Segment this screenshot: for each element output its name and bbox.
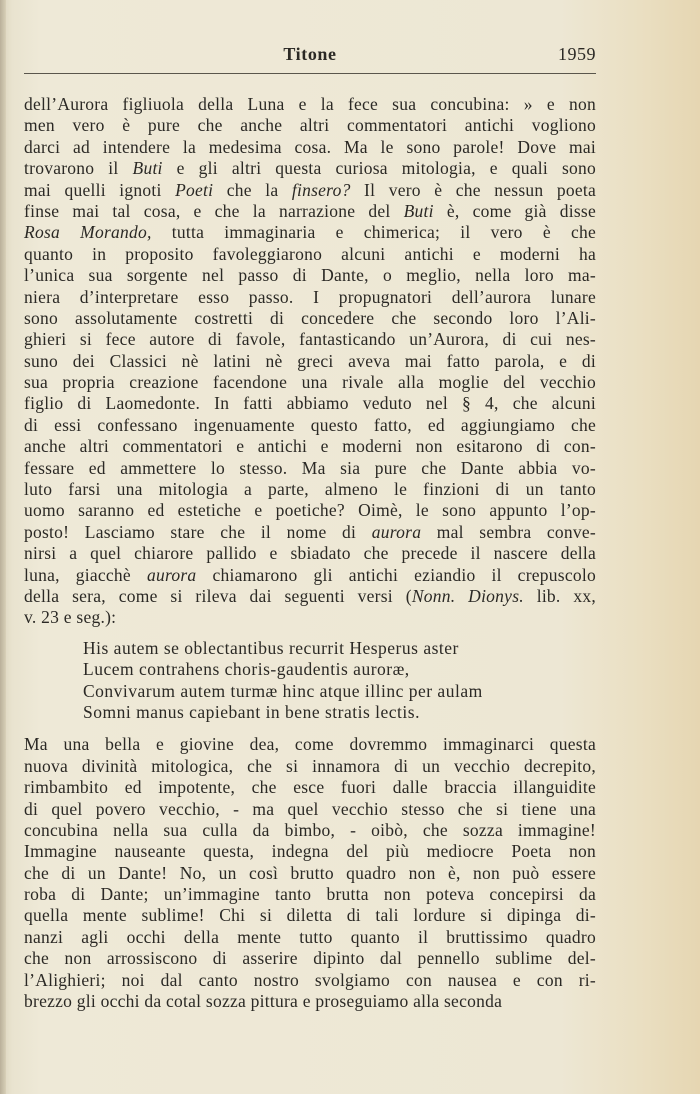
text-line: ghieri si fece autore di favole, fantasticando un’Aurora, di cui nes- — [24, 329, 596, 350]
text-line: rimbambito ed impotente, che esce fuori dalle braccia illanguidite — [24, 777, 596, 798]
text-line: finse mai tal cosa, e che la narrazione del Buti è, come già disse — [24, 200, 597, 221]
text-line: posto! Lasciamo stare che il nome di aurora mal sembra conve- — [24, 521, 597, 542]
text-line: dell’Aurora figliuola della Luna e la fece sua concubina: » e non — [24, 94, 596, 114]
text-line: della sera, come si rileva dai seguenti versi (Nonn. Dionys. lib. xx, — [24, 585, 597, 606]
verse-quotation — [83, 638, 596, 724]
page-edge-shadow — [0, 0, 6, 1094]
text-line: brezzo gli occhi da cotal sozza pittura e proseguiamo alla seconda — [24, 991, 503, 1012]
italic-text: Buti — [403, 200, 434, 221]
body-text — [24, 94, 596, 1012]
text-line: mai quelli ignoti Poeti che la finsero? Il vero è che nessun poeta — [24, 179, 597, 200]
header-rule — [24, 73, 596, 74]
text-line: nuova divinità mitologica, che si innamora di un vecchio decrepito, — [24, 755, 596, 776]
text-line: sua propria creazione facendone una rivale alla moglie del vecchio — [24, 372, 596, 393]
italic-text: finsero? — [291, 179, 351, 200]
text-line: roba di Dante; un’immagine tanto brutta non poteva concepirsi da — [24, 884, 596, 905]
text-line: darci ad intendere la medesima cosa. Ma le sono parole! Dove mai — [24, 136, 596, 157]
text-line: uomo saranno ed estetiche e poetiche? Oimè, le sono appunto l’op- — [24, 500, 596, 521]
text-line: Ma una bella e giovine dea, come dovremmo immaginarci questa — [24, 734, 596, 755]
italic-text: Buti — [132, 158, 163, 179]
verse-line: Convivarum autem turmæ hinc atque illinc per aulam — [83, 680, 483, 701]
text-line: sono assolutamente costretti di concedere che secondo loro l’Ali- — [24, 307, 596, 328]
italic-text: aurora — [371, 521, 422, 542]
text-line: l’unica sua sorgente nel passo di Dante, o meglio, nella loro ma- — [24, 265, 596, 286]
text-line: luto farsi una mitologia a parte, almeno le finzioni di un tanto — [24, 479, 596, 500]
text-line: nirsi a quel chiarore pallido e sbiadato che precede il nascere della — [24, 543, 596, 564]
text-line: niera d’interpretare esso passo. I propugnatori dell’aurora lunare — [24, 286, 596, 307]
text-line: Immagine nauseante questa, indegna del più mediocre Poeta non — [24, 841, 596, 862]
running-title: Titone — [283, 44, 337, 64]
page-number: 1959 — [558, 44, 596, 64]
italic-text: aurora — [146, 564, 197, 585]
text-line: figlio di Laomedonte. In fatti abbiamo veduto nel § 4, che alcuni — [24, 393, 596, 414]
text-line: trovarono il Buti e gli altri questa curiosa mitologia, e quali sono — [24, 158, 597, 179]
text-line: l’Alighieri; noi dal canto nostro svolgiamo con nausea e con ri- — [24, 969, 596, 990]
text-line: di quel povero vecchio, - ma quel vecchio stesso che si tiene una — [24, 798, 596, 819]
paragraph — [24, 734, 596, 1012]
verse-line: His autem se oblectantibus recurrit Hesperus aster — [83, 637, 459, 658]
verse-line: Lucem contrahens choris-gaudentis auroræ, — [83, 659, 410, 680]
text-line: suno dei Classici nè latini nè greci aveva mai fatto parola, e di — [24, 350, 596, 371]
italic-text: Rosa Morando, — [24, 222, 152, 243]
italic-text: Nonn. Dionys. — [411, 585, 524, 606]
text-line: che non arrossiscono di asserire dipinto dal pennello sublime del- — [24, 948, 596, 969]
text-line: anche altri commentatori e antichi e moderni non esitarono di con- — [24, 436, 596, 457]
text-line: che di un Dante! No, un così brutto quadro non è, non può essere — [24, 862, 596, 883]
text-line: concubina nella sua culla da bimbo, - oibò, che sozza immagine! — [24, 819, 596, 840]
italic-text: Poeti — [175, 179, 214, 200]
text-line: Rosa Morando, tutta immaginaria e chimerica; il vero è che — [24, 222, 597, 243]
running-header — [24, 44, 596, 70]
text-line: di essi confessano ingenuamente questo fatto, ed aggiungiamo che — [24, 414, 596, 435]
text-line: men vero è pure che anche altri commentatori antichi vogliono — [24, 115, 596, 136]
text-line: v. 23 e seg.): — [24, 607, 117, 628]
text-line: quanto in proposito favoleggiarono alcuni antichi e moderni ha — [24, 243, 596, 264]
text-line: nanzi agli occhi della mente tutto quanto il bruttissimo quadro — [24, 926, 596, 947]
text-line: luna, giacchè aurora chiamarono gli antichi eziandio il crepuscolo — [24, 564, 596, 585]
verse-line: Somni manus capiebant in bene stratis lectis. — [83, 701, 420, 722]
paragraph — [24, 94, 596, 629]
text-line: fessare ed ammettere lo stesso. Ma sia pure che Dante abbia vo- — [24, 457, 596, 478]
text-line: quella mente sublime! Chi si diletta di tali lordure si dipinga di- — [24, 905, 596, 926]
